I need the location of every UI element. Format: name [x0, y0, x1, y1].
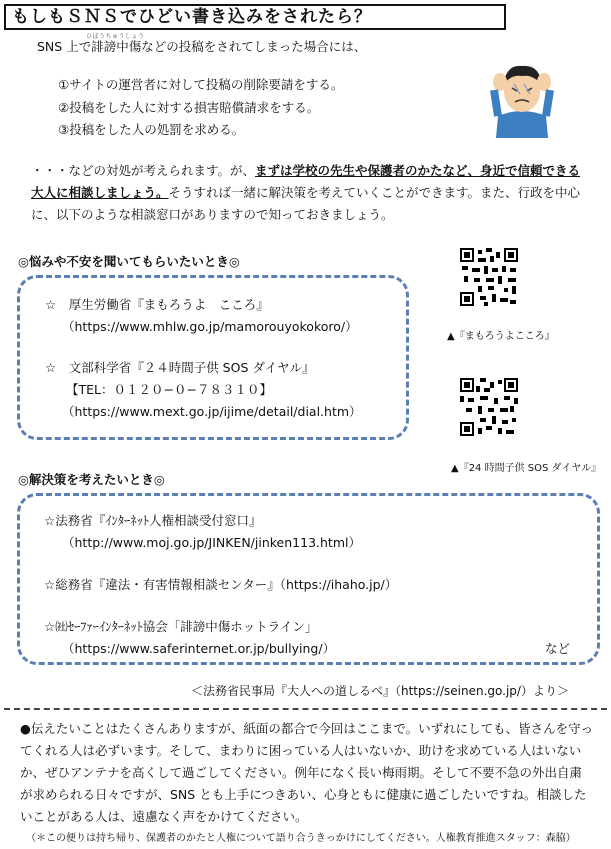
advice-paragraph	[31, 160, 587, 226]
action-item: ③投稿をした人の処罰を求める。	[58, 122, 245, 137]
section1-heading: ◎悩みや不安を聞いてもらいたいとき◎	[18, 254, 240, 269]
intro-text: SNS 上で誹謗中傷などの投稿をされてしまった場合には、	[37, 39, 367, 54]
qr-caption: ▲『まもろうよこころ』	[447, 331, 555, 342]
contact-url[interactable]: （https://www.mhlw.go.jp/mamorouyokokoro/）	[62, 319, 358, 334]
worried-person-illustration	[486, 56, 558, 138]
contact-suffix: など	[545, 641, 571, 656]
contact-name: ☆総務省『違法・有害情報相談センター』（https://ihaho.jp/）	[44, 577, 398, 592]
advice-pre: ・・・などの対処が考えられます。が、	[31, 163, 256, 178]
contact-name: ☆㈳ｾｰﾌｧｰｲﾝﾀｰﾈｯﾄ協会「誹謗中傷ホットライン」	[44, 619, 318, 634]
contact-url[interactable]: （http://www.moj.go.jp/JINKEN/jinken113.html）	[62, 535, 361, 550]
closing-message: ●伝えたいことはたくさんありますが、紙面の都合で今回はここまで。いずれにしても、皆さんを守ってくれる人は必ずいます。そして、まわりに困っている人はいないか、助けを求めている人はいないか、ぜひアンテナを高くして過ごしてください。例年になく長い梅雨期。そして不要不急の外出自粛が求められる日々ですが、SNS とも上手につきあい、心身ともに健康に過ごしたいですね。相談したいことがある人は、遠慮なく声をかけてください。	[20, 721, 594, 824]
section2-heading: ◎解決策を考えたいとき◎	[18, 472, 165, 487]
source-citation: ＜法務省民事局『大人への道しるべ』（https://seinen.go.jp/）より＞	[191, 684, 569, 698]
footnote: （＊この便りは持ち帰り、保護者のかたと人権について語り合うきっかけにしてください。人権教育推進スタッフ：森脇）	[26, 833, 576, 844]
contact-url[interactable]: （https://www.saferinternet.or.jp/bullying/）	[62, 641, 336, 656]
contact-name: ☆法務省『ｲﾝﾀｰﾈｯﾄ人権相談受付窓口』	[44, 513, 262, 528]
contact-tel: 【TEL：０１２０−０−７８３１０】	[66, 382, 272, 397]
contact-name: ☆ 厚生労働省『まもろうよ こころ』	[45, 297, 269, 312]
qr-caption: ▲『24 時間子供 SOS ダイヤル』	[451, 463, 602, 474]
qr-code-mamorouyo	[460, 248, 518, 306]
contact-url[interactable]: （https://www.mext.go.jp/ijime/detail/dial.htm）	[62, 404, 362, 419]
page-title: もしもＳＮＳでひどい書き込みをされたら？	[4, 4, 506, 30]
action-item: ①サイトの運営者に対して投稿の削除要請をする。	[58, 77, 344, 92]
advice-post: そうすれば一緒に解決策を考えていくことができます。また、行政を中心に、以下のような相談窓口がありますので知っておきましょう。	[31, 185, 581, 222]
qr-code-sos-dial	[460, 378, 518, 436]
divider	[4, 708, 607, 710]
advice-emphasis: まずは学校の先生や保護者のかたなど、身近で信頼できる大人に相談しましょう。	[31, 163, 581, 200]
ruby-reading: ひぼうちゅうしょう	[86, 33, 145, 40]
contact-name: ☆ 文部科学省『２４時間子供 SOS ダイヤル』	[45, 360, 315, 375]
action-item: ②投稿をした人に対する損害賠償請求をする。	[58, 100, 320, 115]
